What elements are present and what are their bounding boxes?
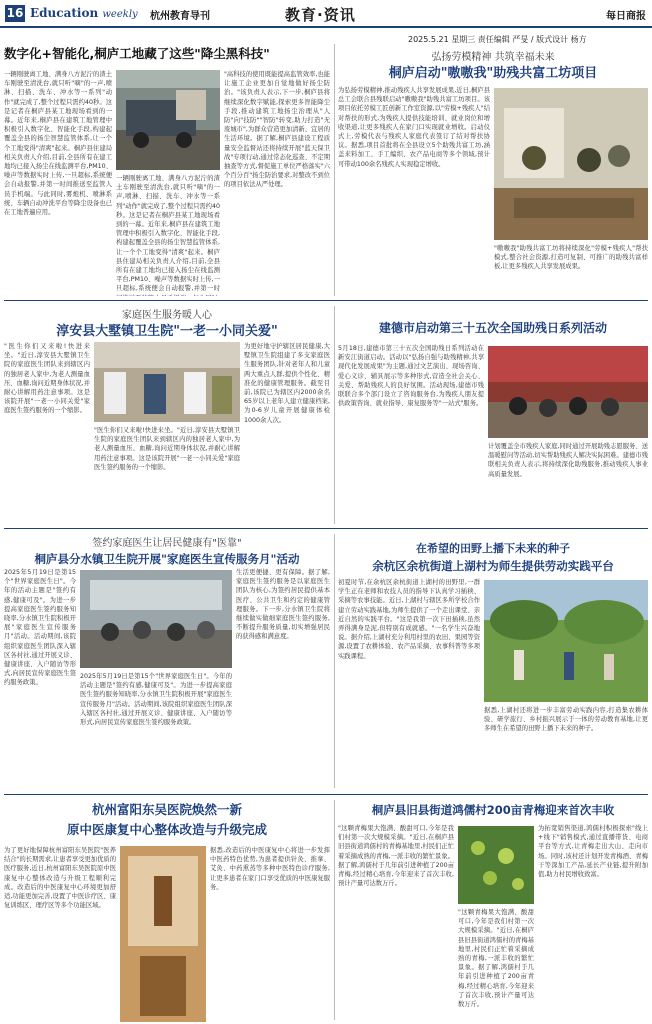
article-headline-2: 原中医康复中心整体改造与升级完成 xyxy=(66,822,267,837)
divider xyxy=(334,800,335,1020)
article-body-right: 为拓宽销售渠道,鸿儒村积极探索"线上+线下"销售模式,通过直播带货、电商平台等方式,让青梅走出大山、走向市场。同时,该村还计划开发青梅酒、青梅干等深加工产品,延长产业链,提升附加值,助力村民增收致富。 xyxy=(538,825,648,879)
article-photo xyxy=(494,88,648,240)
edition-title-text: Education xyxy=(30,6,99,20)
clinic-photo xyxy=(94,342,240,422)
divider xyxy=(334,306,335,524)
divider xyxy=(334,534,335,788)
article-fenshui-family-doctor xyxy=(4,534,330,790)
article-body-middle: "医生你们又来啦!快进来坐。"近日,淳安县大墅镇卫生院的家庭医生团队来到辖区内的独居老人家中,为老人测量血压、血糖,询问近期身体状况,并耐心讲解用药注意事项。这是该院开展"一老一小同关爱"家庭医生签约服务的一个缩影。 xyxy=(94,427,240,471)
article-body-right: 据悉,改造后的中医康复中心将进一步发挥中医药特色优势,为患者提供针灸、推拿、艾灸、中药熏蒸等多种中医特色诊疗服务,让更多患者在家门口享受优质的中医康复服务。 xyxy=(210,847,330,891)
section-rule xyxy=(4,794,648,795)
article-chunan-family-doctor xyxy=(4,306,330,526)
article-body-right: 生活更便捷、更有保障。据了解,家庭医生签约服务是以家庭医生团队为核心,为签约居民提供基本医疗、公共卫生和约定的健康管理服务。下一步,分水镇卫生院将继续做实做细家庭医生签约服务,不断提升服务质量,切实增强居民的获得感和满意度。 xyxy=(236,569,330,641)
article-fuyang-hospital xyxy=(4,800,330,1022)
article-photo xyxy=(94,342,240,422)
dateline: 2025.5.21 星期三 责任编辑 严旻 / 版式设计 杨方 xyxy=(408,35,587,44)
plum-photo xyxy=(458,826,534,904)
article-body-right: 计划覆盖全市残疾人家庭,同时通过开展助残志愿服务、送温暖慰问等活动,切实帮助残疾人解决实际困难。建德市残联相关负责人表示,将持续深化助残服务,推动残疾人事业高质量发展。 xyxy=(488,443,648,478)
article-body: 5月18日,建德市第三十五次全国助残日系列活动在新安江街道启动。活动以"弘扬自强与助残精神,共享现代化发展成果"为主题,通过文艺演出、现场咨询、爱心义诊、辅具展示等多种形式,营造全社会关心、关爱、帮助残疾人的良好氛围。活动现场,建德市残联联合多个部门设立了咨询服务台,为残疾人朋友提供政策咨询、就业指导、康复服务等"一站式"服务。 xyxy=(338,345,484,408)
article-photo xyxy=(120,846,206,1022)
article-yuhang-labor-practice xyxy=(338,540,648,790)
workshop-photo xyxy=(494,88,648,240)
edition-sub-text: weekly xyxy=(102,9,138,20)
section-rule xyxy=(4,528,648,529)
article-headline: 桐庐县旧县街道鸿儒村200亩青梅迎来首次丰收 xyxy=(371,803,615,817)
article-body: 2025年5月19日是第15个"世界家庭医生日"。今年的活动主题是"签约有感,健康可及"。为进一步提高家庭医生签约服务知晓率,分水镇卫生院积极开展"家庭医生宣传服务月"活动。活动期间,该院组织家庭医生团队深入辖区各村社,通过开展义诊、健康讲座、入户随访等形式,向居民宣传家庭医生签约服务政策。 xyxy=(4,569,76,687)
brand-name: 每日商报 xyxy=(606,11,646,22)
article-photo xyxy=(488,346,648,438)
article-body-right: 为更好地守护辖区居民健康,大墅镇卫生院组建了多支家庭医生服务团队,针对老年人和儿童两大重点人群,提供个性化、精准化的健康管理服务。截至目前,该院已为辖区内2000余名65岁以上老年人建立健康档案,为0-6岁儿童开展健康体检1000余人次。 xyxy=(244,343,330,424)
article-body: 一辆刚驶离工地、满身八方泥泞的渣土车刚驶至清洗台,就只听"嘀"的一声,喷淋、扫描、洗车、冲水等一系列"动作"就完成了,整个过程只需约40秒。这是记者在桐庐县某工地现场看到的一幕。近年来,桐庐县在建筑工地管理中积极引入数字化、智能化手段,构建起覆盖全县的扬尘智慧监管体系,让一个个工地变得"清爽"起来。桐庐县住建局相关负责人介绍,目前,全县所有在建工地均已接入扬尘在线监测平台,PM10、噪声等数据实时上传,一旦超标,系统便会自动报警,并第一时间推送至监管人员手机端。与此同时,雾炮机、喷淋系统、车辆自动冲洗平台等降尘设备也已在工地普遍应用。 xyxy=(4,71,112,217)
hospital-photo xyxy=(120,846,206,1022)
section-rule xyxy=(4,300,648,301)
article-hongru-plum-harvest xyxy=(338,800,648,1022)
article-body-right: "嗷嗷我"助残共富工坊将持续深化"劳模+残疾人"帮扶模式,整合社会资源,打造可复制、可推广的助残共富样板,让更多残疾人共享发展成果。 xyxy=(494,245,648,271)
section-name: 教育·资讯 xyxy=(285,6,356,24)
article-tonglu-dust-tech xyxy=(4,44,330,298)
article-body-right: "高科技的使用既能提高监管效率,也能让施工企业更加自觉地做好扬尘防治。"该负责人表示,下一步,桐庐县将继续深化数字赋能,探索更多智能降尘手段,推动建筑工地扬尘治理从"人防"向"技防""智防"转变,助力打造"无废城市",为群众营造更加清新、宜居的生活环境。据了解,桐庐县建设工程质量安全监督站还将持续开展"蓝天保卫战"专项行动,通过常态化巡查、不定期抽查等方式,督促施工单位严格落实"六个百分百"扬尘防治要求,对整改不到位的项目依法从严处理。 xyxy=(224,71,330,189)
article-photo xyxy=(116,70,220,170)
article-body-middle: 2025年5月19日是第15个"世界家庭医生日"。今年的活动主题是"签约有感,健康可及"。为进一步提高家庭医生签约服务知晓率,分水镇卫生院积极开展"家庭医生宣传服务月"活动。活动期间,该院组织家庭医生团队深入辖区各村社,通过开展义诊、健康讲座、入户随访等形式,向居民宣传家庭医生签约服务政策。 xyxy=(80,673,232,727)
article-headline: 淳安县大墅镇卫生院"一老一小同关爱" xyxy=(56,324,278,339)
article-body: "医生你们又来啦!快进来坐。"近日,淳安县大墅镇卫生院的家庭医生团队来到辖区内的独居老人家中,为老人测量血压、血糖,询问近期身体状况,并耐心讲解用药注意事项。这是该院开展"一老一小同关爱"家庭医生签约服务的一个缩影。 xyxy=(4,343,90,415)
article-headline: 桐庐启动"嗷嗷我"助残共富工坊项目 xyxy=(388,66,598,81)
outreach-photo xyxy=(80,570,232,668)
article-headline: 数字化+智能化,桐庐工地藏了这些"降尘黑科技" xyxy=(4,46,270,61)
article-body-middle: "这颗青梅果大饱满、酸甜可口,今年是我们村第一次大规模采摘。"近日,在桐庐县旧县街道鸿儒村的青梅基地里,村民们正忙着采摘成熟的青梅,一派丰收的繁忙景象。据了解,鸿儒村于几年前引进种植了200亩青梅,经过精心培育,今年迎来了首次丰收,预计产量可达数万斤。 xyxy=(458,909,534,1009)
page-number: 16 xyxy=(6,6,24,20)
article-body: 初夏时节,在余杭区余杭街道上湖村的田野里,一群学生正在老师和农技人员的指导下认真学习插秧、采摘等农事技能。近日,上湖村与辖区多所学校合作建立劳动实践基地,为师生提供了一个走出课堂、亲近自然的实践平台。"这是我第一次下田插秧,虽然弄得满身是泥,但特别有成就感。"一名学生兴奋地说。据介绍,上湖村充分利用村里的农田、果园等资源,设置了农耕体验、农产品采摘、农事科普等多项实践课程。 xyxy=(338,579,480,660)
article-kicker: 家庭医生服务暖人心 xyxy=(122,310,212,321)
article-body: "这颗青梅果大饱满、酸甜可口,今年是我们村第一次大规模采摘。"近日,在桐庐县旧县街道鸿儒村的青梅基地里,村民们正忙着采摘成熟的青梅,一派丰收的繁忙景象。据了解,鸿儒村于几年前引进种植了200亩青梅,经过精心培育,今年迎来了首次丰收,预计产量可达数万斤。 xyxy=(338,825,454,888)
article-photo xyxy=(484,580,648,702)
divider xyxy=(334,44,335,296)
article-jiande-disability-day xyxy=(338,318,648,524)
article-kicker: 签约家庭医生让居民健康有"医靠" xyxy=(92,538,242,549)
article-body-right: 据悉,上湖村还将进一步丰富劳动实践内容,打造集农耕体验、研学旅行、乡村振兴展示于一体的劳动教育基地,让更多师生在希望的田野上播下未来的种子。 xyxy=(484,707,648,733)
article-body: 为了更好地保障杭州富阳东吴医院"医养结合"的长期需求,让患者享受更加优质的医疗服务,近日,杭州富阳东吴医院原中医康复中心整体改造与升级工程顺利完成。改造后的中医康复中心环境更加舒适,功能更加完善,设置了中医诊疗区、康复训练区、理疗区等多个功能区域。 xyxy=(4,847,116,910)
article-headline: 杭州富阳东吴医院焕然一新 xyxy=(91,802,242,817)
article-body-middle: 一辆刚驶离工地、满身八方泥泞的渣土车刚驶至清洗台,就只听"嘀"的一声,喷淋、扫描、洗车、冲水等一系列"动作"就完成了,整个过程只需约40秒。这是记者在桐庐县某工地现场看到的一幕。近年来,桐庐县在建筑工地管理中积极引入数字化、智能化手段,构建起覆盖全县的扬尘智慧监管体系,让一个个工地变得"清爽"起来。桐庐县住建局相关负责人介绍,目前,全县所有在建工地均已接入扬尘在线监测平台,PM10、噪声等数据实时上传,一旦超标,系统便会自动报警,并第一时 xyxy=(116,175,220,293)
edition-title xyxy=(30,6,138,20)
article-headline: 桐庐县分水镇卫生院开展"家庭医生宣传服务月"活动 xyxy=(34,552,300,566)
article-photo xyxy=(80,570,232,668)
article-body: 为弘扬劳模精神,推动残疾人共享发展成果,近日,桐庐县总工会联合县残联启动"嗷嗷我"助残共富工坊项目。该项目依托劳模工匠创新工作室资源,以"劳模+残疾人"结对帮扶的形式,为残疾人提供技能培训、就业岗位和增收渠道,让更多残疾人在家门口实现就业增收。启动仪式上,劳模代表与残疾人家庭代表签订了结对帮扶协议。据悉,项目首批将在全县设立5个助残共富工坊,涵盖来料加工、手工编织、农产品电商等多个领域,预计可带动100余名残疾人实现稳定增收。 xyxy=(338,87,490,168)
field-photo xyxy=(484,580,648,702)
dust-truck-photo xyxy=(116,70,220,170)
disability-day-photo xyxy=(488,346,648,438)
article-kicker: 在希望的田野上播下未来的种子 xyxy=(416,542,570,555)
article-kicker: 弘扬劳模精神 共筑幸福未来 xyxy=(431,52,555,63)
article-headline: 建德市启动第三十五次全国助残日系列活动 xyxy=(378,321,607,335)
article-tonglu-workshop xyxy=(338,48,648,298)
masthead xyxy=(0,0,652,28)
paper-name: 杭州教育导刊 xyxy=(150,11,210,22)
article-headline: 余杭区余杭街道上湖村为师生提供劳动实践平台 xyxy=(372,559,614,573)
article-photo xyxy=(458,826,534,904)
